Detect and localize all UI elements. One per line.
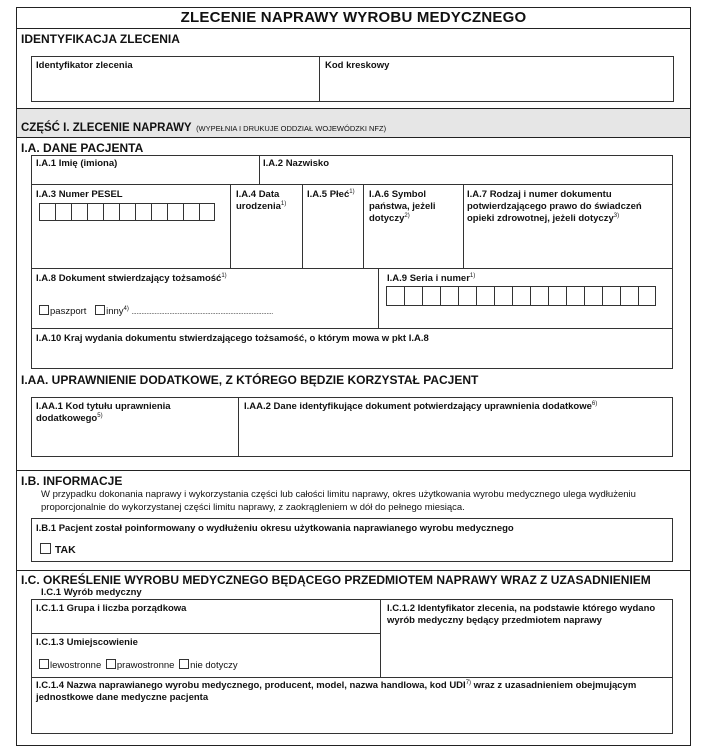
pesel-digit[interactable] [183,203,199,221]
seria-input[interactable] [386,286,656,306]
pacjent-poinformowany-label: I.B.1 Pacjent został poinformowany o wydłużeniu okresu użytkowania naprawianego wyrobu medycznego [36,523,514,534]
dokument-options [39,305,273,317]
seria-char[interactable] [638,286,656,306]
pesel-digit[interactable] [55,203,71,221]
seria-char[interactable] [476,286,494,306]
tak-label: TAK [54,544,76,556]
footnote-ref: 1) [469,272,476,279]
seria-char[interactable] [566,286,584,306]
seria-char[interactable] [530,286,548,306]
footnote-ref: 7) [465,679,472,686]
dane-dokumentu-label: I.AA.2 Dane identyfikujące dokument potwierdzający uprawnienia dodatkowe [244,401,592,412]
grupa-field[interactable]: I.C.1.1 Grupa i liczba porządkowa [36,603,187,614]
divider [32,677,672,678]
pesel-digit[interactable] [151,203,167,221]
seria-char[interactable] [458,286,476,306]
seria-char[interactable] [404,286,422,306]
rodzaj-dokumentu-field[interactable] [467,189,667,225]
symbol-panstwa-label: I.A.6 Symbol państwa, jeżeli dotyczy [369,189,436,224]
seria-char[interactable] [422,286,440,306]
section-ia-heading: I.A. DANE PACJENTA [21,141,144,155]
czesc-i-heading [21,118,386,136]
kod-kreskowy-field[interactable]: Kod kreskowy [325,60,390,71]
footnote-ref: 4) [123,305,129,312]
identyfikator-zlecenia-field[interactable]: Identyfikator zlecenia [36,60,133,71]
dokument-label [36,273,227,285]
pesel-digit[interactable] [199,203,215,221]
lewostronne-label: lewostronne [50,660,102,671]
seria-char[interactable] [512,286,530,306]
dokument-label-text: I.A.8 Dokument stwierdzający tożsamość [36,273,222,284]
pesel-digit[interactable] [103,203,119,221]
section-identyfikacja-heading: IDENTYFIKACJA ZLECENIA [21,32,180,46]
ib-info-text: W przypadku dokonania naprawy i wykorzystania części lub całości limitu naprawy, okres użytkowania wyrobu medycznego ulega wydłużeniu proporcjonalnie do wykorzystanej części limitu naprawy, z zaokrągleniem w dół do pełnego miesiąca. [41,489,636,513]
umiejscowienie-options [39,659,238,671]
nazwa-wyrobu-label: I.C.1.4 Nazwa naprawianego wyrobu medycznego, producent, model, nazwa handlowa, kod UDI [36,680,466,691]
divider [16,28,691,29]
data-urodzenia-field[interactable] [236,189,300,213]
inny-dotted-line[interactable]: ...................................................................................... [131,309,273,316]
tak-option[interactable] [40,543,76,556]
symbol-panstwa-field[interactable] [369,189,461,225]
nazwa-wyrobu-label-cont: wraz z uzasadnieniem obejmującym jednostkowe dane medyczne pacjenta [36,680,637,703]
section-ib-heading: I.B. INFORMACJE [21,474,123,488]
inny-label: inny [106,306,124,317]
divider [259,156,260,184]
seria-char[interactable] [620,286,638,306]
divider [16,570,691,571]
divider [302,185,303,268]
seria-char[interactable] [584,286,602,306]
seria-char[interactable] [602,286,620,306]
czesc-i-title: CZĘŚĆ I. ZLECENIE NAPRAWY [21,122,192,134]
footnote-ref: 1) [280,200,287,207]
dane-dokumentu-field[interactable] [244,401,597,413]
form-title: ZLECENIE NAPRAWY WYROBU MEDYCZNEGO [180,9,527,26]
seria-char[interactable] [548,286,566,306]
footnote-ref: 1) [221,272,227,279]
seria-label [387,273,475,285]
seria-char[interactable] [494,286,512,306]
footnote-ref: 3) [613,212,620,219]
divider [32,633,380,634]
footnote-ref: 5) [97,412,103,419]
czesc-i-note: (WYPEŁNIA I DRUKUJE ODDZIAŁ WOJEWÓDZKI NFZ) [196,124,387,133]
footnote-ref: 1) [349,188,355,195]
data-urodzenia-label: I.A.4 Data urodzenia [236,189,281,212]
plec-field[interactable] [307,189,355,201]
pesel-digit[interactable] [71,203,87,221]
rodzaj-dokumentu-label: I.A.7 Rodzaj i numer dokumentu potwierdzającego prawo do świadczeń opieki zdrowotnej, jeżeli dotyczy [467,189,642,224]
seria-char[interactable] [440,286,458,306]
nazwisko-field[interactable]: I.A.2 Nazwisko [263,158,329,169]
kraj-wydania-field[interactable]: I.A.10 Kraj wydania dokumentu stwierdzającego tożsamość, o którym mowa w pkt I.A.8 [36,333,429,344]
seria-char[interactable] [386,286,404,306]
pesel-digit[interactable] [167,203,183,221]
nie-dotyczy-checkbox[interactable] [179,659,189,669]
paszport-checkbox[interactable] [39,305,49,315]
pesel-digit[interactable] [39,203,55,221]
kod-uprawnienia-field[interactable] [36,401,206,425]
divider [16,470,691,471]
tak-checkbox[interactable] [40,543,51,554]
divider [463,185,464,268]
section-iaa-heading: I.AA. UPRAWNIENIE DODATKOWE, Z KTÓREGO BĘDZIE KORZYSTAŁ PACJENT [21,373,479,387]
divider [238,398,239,456]
lewostronne-checkbox[interactable] [39,659,49,669]
pesel-input[interactable] [39,203,215,221]
footnote-ref: 6) [591,400,598,407]
divider [230,185,231,268]
pesel-digit[interactable] [119,203,135,221]
plec-label: I.A.5 Płeć [307,189,350,200]
prawostronne-checkbox[interactable] [106,659,116,669]
divider [319,57,320,101]
ia-row-name [31,155,673,185]
inny-checkbox[interactable] [95,305,105,315]
divider [380,600,381,677]
divider [363,185,364,268]
footnote-ref: 2) [404,212,410,219]
nie-dotyczy-label: nie dotyczy [190,660,238,671]
wyrob-medyczny-label: I.C.1 Wyrób medyczny [41,587,142,598]
umiejscowienie-label: I.C.1.3 Umiejscowienie [36,637,138,648]
kod-uprawnienia-label: I.AA.1 Kod tytułu uprawnienia dodatkowego [36,401,171,424]
pesel-digit[interactable] [135,203,151,221]
prawostronne-label: prawostronne [116,660,175,671]
paszport-label: paszport [50,306,87,317]
identyfikator-wyrobu-field[interactable]: I.C.1.2 Identyfikator zlecenia, na podstawie którego wydano wyrób medyczny będący przedmiotem naprawy [387,603,656,626]
imie-field[interactable]: I.A.1 Imię (imiona) [36,158,118,169]
section-ic-heading: I.C. OKREŚLENIE WYROBU MEDYCZNEGO BĘDĄCEGO PRZEDMIOTEM NAPRAWY WRAZ Z UZASADNIENIEM [21,573,651,587]
pesel-label: I.A.3 Numer PESEL [36,189,123,200]
nazwa-wyrobu-field[interactable] [36,680,666,704]
pesel-digit[interactable] [87,203,103,221]
seria-label-text: I.A.9 Seria i numer [387,273,470,284]
